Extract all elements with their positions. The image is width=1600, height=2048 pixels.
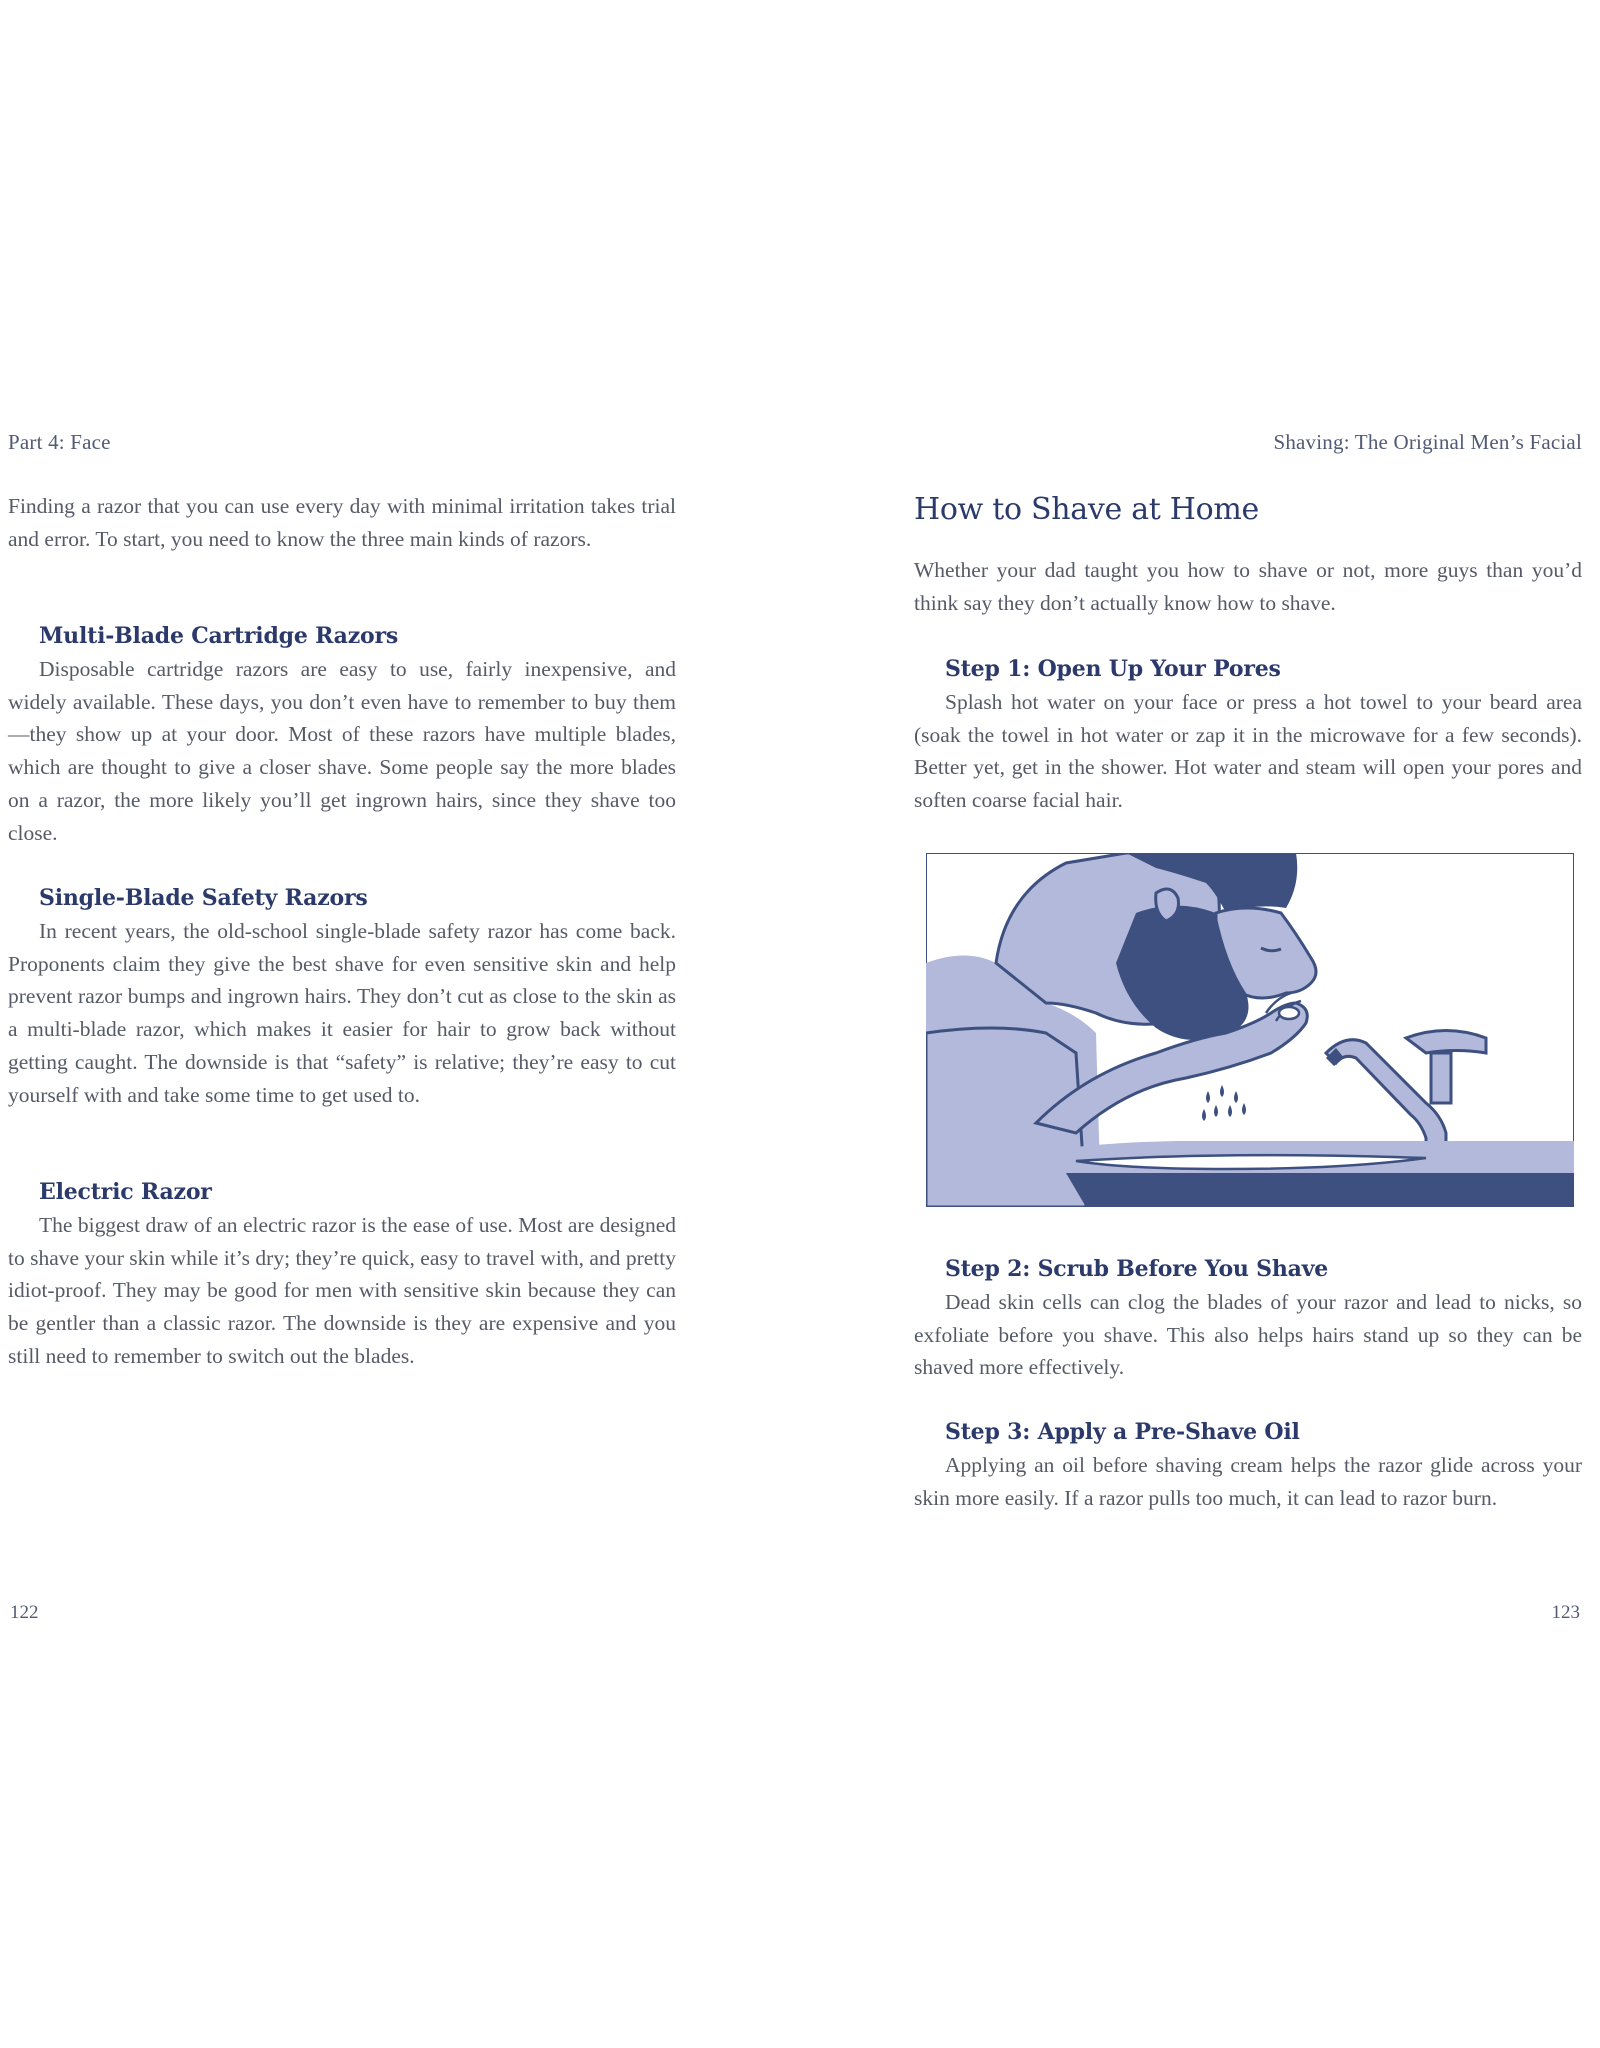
- running-head-left: Part 4: Face: [8, 430, 111, 454]
- section-title: How to Shave at Home: [914, 492, 1259, 527]
- section-multi-blade: [8, 620, 676, 849]
- right-page: [914, 0, 1582, 2048]
- intro-paragraph: [8, 490, 676, 555]
- section-text: Disposable cartridge razors are easy to use, fairly inexpensive, and widely available. These days, you don’t even have to remember to buy them—they show up at your door. Most of these razors have multiple blades, which are thought to give a closer shave. Some people say the more blades on a razor, the more likely you’ll get ingrown hairs, since they shave too close.: [8, 657, 676, 845]
- running-head-right: Shaving: The Original Men’s Facial: [1273, 430, 1582, 454]
- left-page: [8, 0, 676, 2048]
- step-text: Dead skin cells can clog the blades of your razor and lead to nicks, so exfoliate before you shave. This also helps hairs stand up so they can be shaved more effectively.: [914, 1290, 1582, 1380]
- step-3: [914, 1416, 1582, 1514]
- step-1: [914, 653, 1582, 817]
- step-2: [914, 1253, 1582, 1384]
- step-heading: Step 1: Open Up Your Pores: [945, 656, 1281, 682]
- right-intro-paragraph: [914, 554, 1582, 619]
- section-single-blade: [8, 882, 676, 1111]
- step-heading: Step 2: Scrub Before You Shave: [945, 1256, 1329, 1282]
- page-number-right: 123: [1551, 1602, 1580, 1623]
- page-number-left: 122: [10, 1602, 39, 1623]
- section-heading: Single-Blade Safety Razors: [39, 885, 368, 911]
- step-heading: Step 3: Apply a Pre-Shave Oil: [945, 1419, 1300, 1445]
- section-heading: Multi-Blade Cartridge Razors: [39, 623, 399, 649]
- right-intro-text: Whether your dad taught you how to shave or not, more guys than you’d think say they don’t actually know how to shave.: [914, 558, 1582, 615]
- section-heading: Electric Razor: [39, 1179, 212, 1205]
- how-to-shave-section: [914, 490, 1582, 530]
- step-text: Applying an oil before shaving cream helps the razor glide across your skin more easily. If a razor pulls too much, it can lead to razor burn.: [914, 1453, 1582, 1510]
- section-electric: [8, 1176, 676, 1373]
- man-washing-face-illustration: [926, 853, 1574, 1207]
- section-text: In recent years, the old-school single-blade safety razor has come back. Proponents claim they give the best shave for even sensitive skin and help prevent razor bumps and ingrown hairs. They don’t cut as close to the skin as a multi-blade razor, which makes it easier for hair to grow back without getting caught. The downside is that “safety” is relative; they’re easy to cut yourself with and take some time to get used to.: [8, 919, 676, 1107]
- section-text: The biggest draw of an electric razor is the ease of use. Most are designed to shave your skin while it’s dry; they’re quick, easy to travel with, and pretty idiot-proof. They may be good for men with sensitive skin because they can be gentler than a classic razor. The downside is they are expensive and you still need to remember to switch out the blades.: [8, 1213, 676, 1368]
- step-text: Splash hot water on your face or press a hot towel to your beard area (soak the towel in hot water or zap it in the microwave for a few seconds). Better yet, get in the shower. Hot water and steam will open your pores and soften coarse facial hair.: [914, 690, 1582, 813]
- intro-text: Finding a razor that you can use every day with minimal irritation takes trial and error. To start, you need to know the three main kinds of razors.: [8, 494, 676, 551]
